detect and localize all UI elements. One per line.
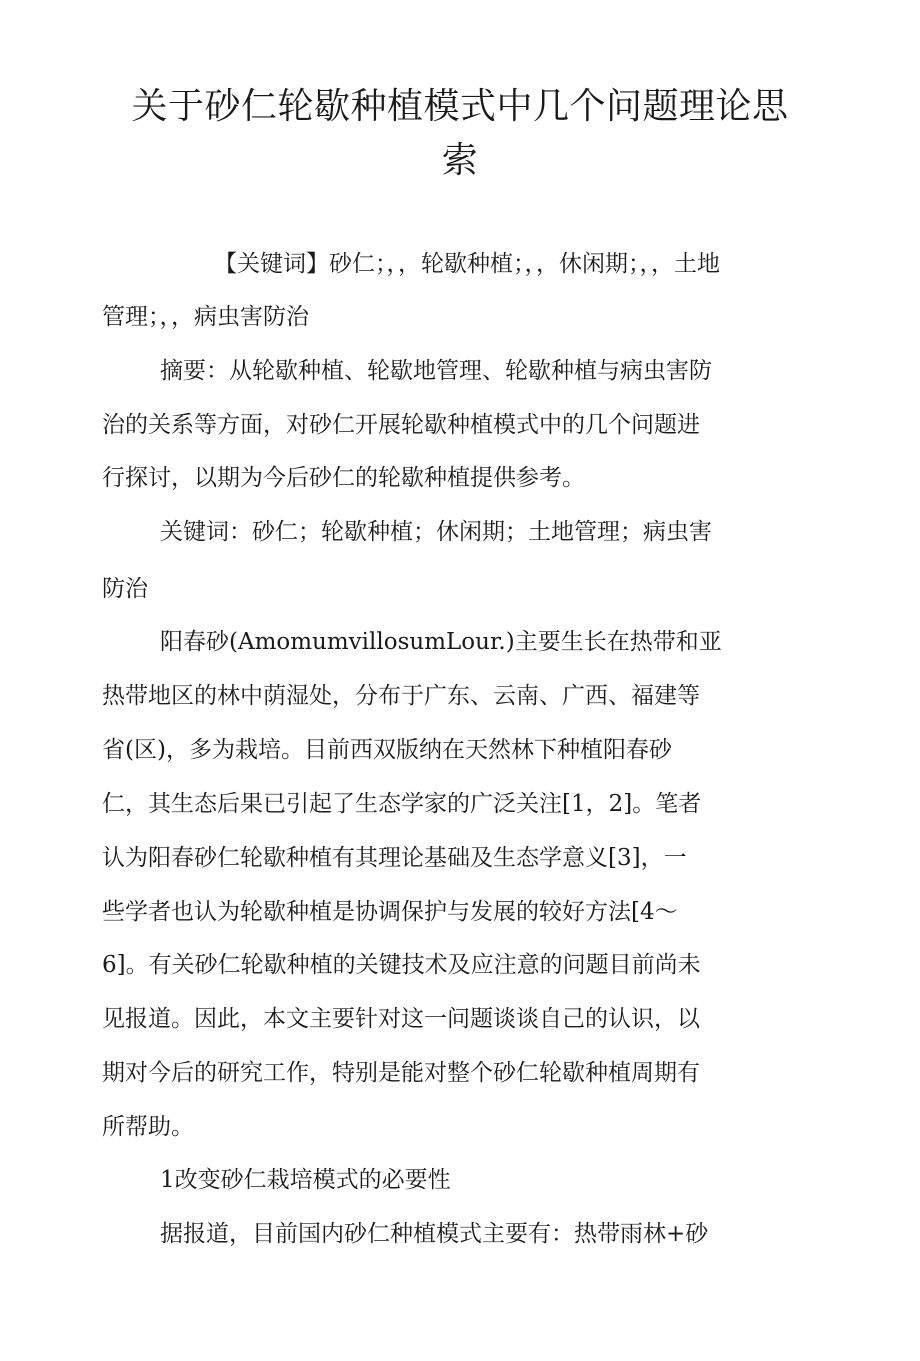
body-line-8: 见报道。因此，本文主要针对这一问题谈谈自己的认识，以 [102,1006,700,1032]
abstract-line-2: 治的关系等方面，对砂仁开展轮歇种植模式中的几个问题进 [102,412,700,438]
section-heading-1: 1改变砂仁栽培模式的必要性 [160,1167,451,1193]
keywords-line-1: 【关键词】砂仁；，，轮歇种植；，，休闲期；，，土地 [214,251,720,277]
body-line-5: 认为阳春砂仁轮歇种植有其理论基础及生态学意义[3]，一 [102,845,687,871]
body-line-6: 些学者也认为轮歇种植是协调保护与发展的较好方法[4～ [102,899,678,925]
body-line-1: 阳春砂(AmomumvillosumLour.)主要生长在热带和亚 [160,629,722,655]
abstract-line-1: 摘要：从轮歇种植、轮歇地管理、轮歇种植与病虫害防 [160,358,712,384]
body-line-9: 期对今后的研究工作，特别是能对整个砂仁轮歇种植周期有 [102,1060,700,1086]
body-line-4: 仁，其生态后果已引起了生态学家的广泛关注[1，2]。笔者 [102,791,702,817]
document-title [100,80,820,188]
title-line-1: 关于砂仁轮歇种植模式中几个问题理论思 [131,86,789,127]
section-body-line-1: 据报道，目前国内砂仁种植模式主要有：热带雨林+砂 [160,1221,709,1247]
keywords-line-2: 管理；，，病虫害防治 [102,304,309,330]
keywords2-line-2: 防治 [102,576,148,602]
abstract-line-3: 行探讨，以期为今后砂仁的轮歇种植提供参考。 [102,465,585,491]
keywords2-line-1: 关键词：砂仁；轮歇种植；休闲期；土地管理；病虫害 [160,519,712,545]
body-line-2: 热带地区的林中荫湿处，分布于广东、云南、广西、福建等 [102,683,700,709]
title-line-2: 索 [441,140,479,181]
body-line-7: 6]。有关砂仁轮歇种植的关键技术及应注意的问题目前尚未 [102,952,701,978]
body-line-3: 省(区)，多为栽培。目前西双版纳在天然林下种植阳春砂 [102,737,672,763]
body-line-10: 所帮助。 [102,1114,194,1140]
